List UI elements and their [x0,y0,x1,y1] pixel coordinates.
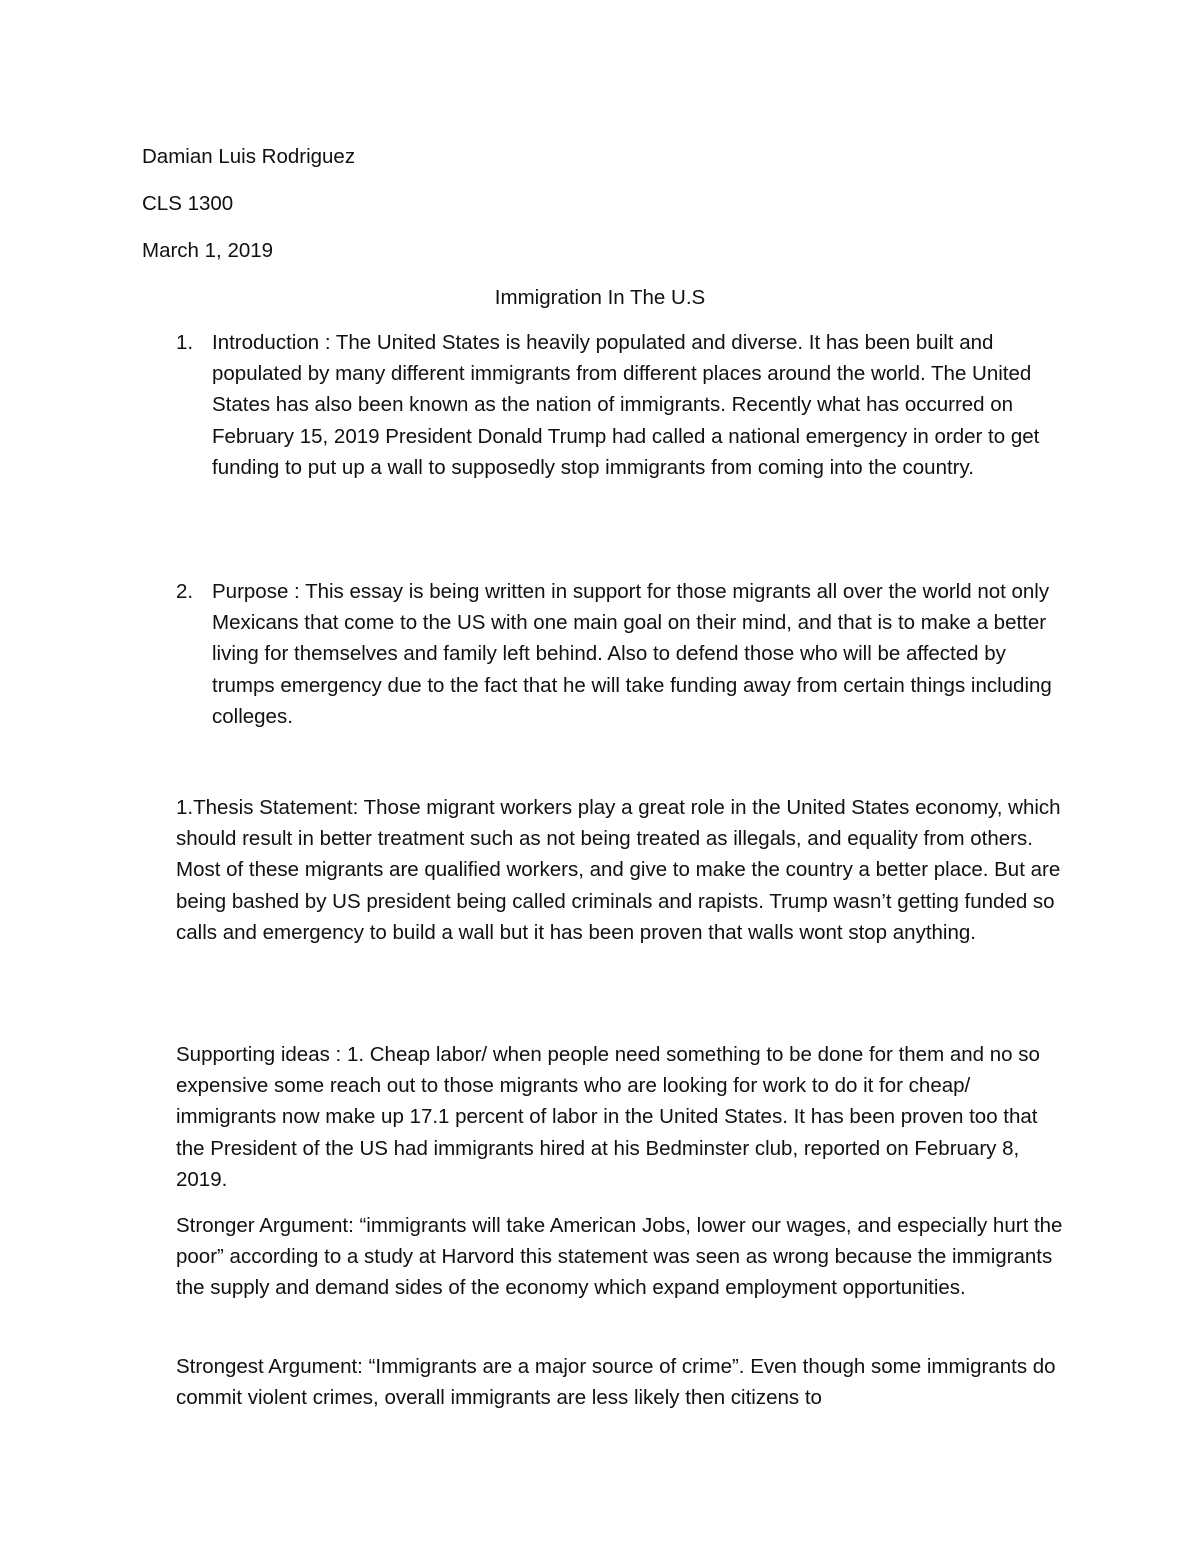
supporting-ideas-paragraph: Supporting ideas : 1. Cheap labor/ when people need something to be done for them and no so expensive some reach out to those migrants who are looking for work to do it for cheap/ immigrants now make up 17.1 percent of labor in the United States. It has been proven too that the President of the US had immigrants hired at his Bedminster club, reported on February 8, 2019. [176,1043,1040,1191]
list-number-introduction: 1. [176,331,194,354]
author-name: Damian Luis Rodriguez [142,145,356,168]
stronger-argument-paragraph: Stronger Argument: “immigrants will take American Jobs, lower our wages, and especially hurt the poor” according to a study at Harvord this statement was seen as wrong because the immigrants the supply and demand sides of the economy which expand employment opportunities. [176,1214,1063,1300]
document-date: March 1, 2019 [142,239,274,262]
list-number-purpose: 2. [176,580,194,603]
introduction-paragraph: Introduction : The United States is heavily populated and diverse. It has been built and populated by many different immigrants from different places around the world. The United States has also been known as the nation of immigrants. Recently what has occurred on February 15, 2019 President Donald Trump had called a national emergency in order to get funding to put up a wall to supposedly stop immigrants from coming into the country. [212,331,1040,479]
thesis-paragraph: 1.Thesis Statement: Those migrant workers play a great role in the United States economy, which should result in better treatment such as not being treated as illegals, and equality from others. Most of these migrants are qualified workers, and give to make the country a better place. But are being bashed by US president being called criminals and rapists. Trump wasn’t getting funded so calls and emergency to build a wall but it has been proven that walls wont stop anything. [176,796,1061,944]
course-code: CLS 1300 [142,192,234,215]
document-title: Immigration In The U.S [494,286,706,309]
strongest-argument-paragraph: Strongest Argument: “Immigrants are a major source of crime”. Even though some immigrants do commit violent crimes, overall immigrants are less likely then citizens to [176,1355,1056,1410]
purpose-paragraph: Purpose : This essay is being written in support for those migrants all over the world not only Mexicans that come to the US with one main goal on their mind, and that is to make a better living for themselves and family left behind. Also to defend those who will be affected by trumps emergency due to the fact that he will take funding away from certain things including colleges. [212,580,1052,728]
